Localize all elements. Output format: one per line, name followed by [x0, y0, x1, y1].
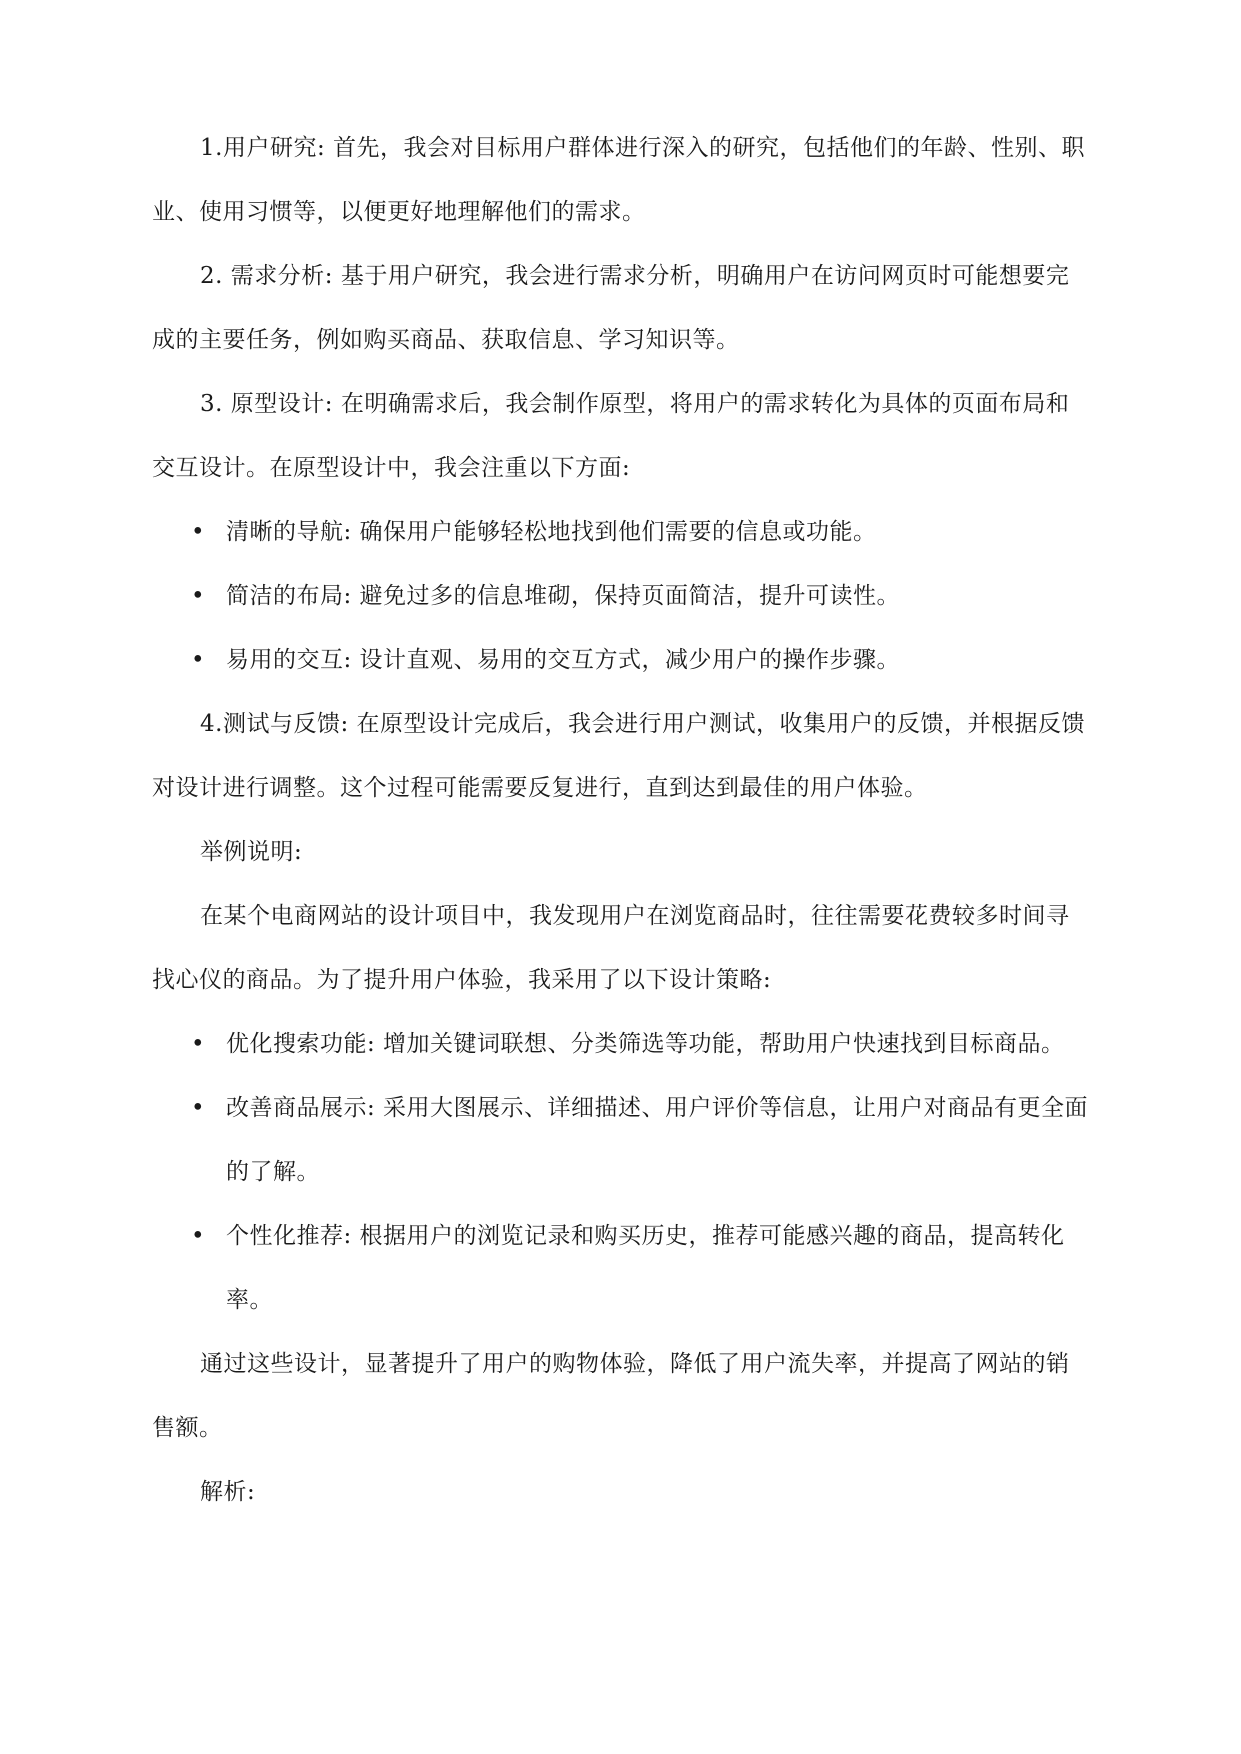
paragraph-user-research: 1.用户研究: 首先，我会对目标用户群体进行深入的研究，包括他们的年龄、性别、职业、使用习惯等，以便更好地理解他们的需求。 — [152, 135, 1086, 225]
list-item-strategy — [152, 1012, 1092, 1076]
paragraph-example-intro: 在某个电商网站的设计项目中，我发现用户在浏览商品时，往往需要花费较多时间寻找心仪的商品。为了提升用户体验，我采用了以下设计策略: — [152, 903, 1070, 993]
bullet-icon: • — [190, 519, 206, 545]
bullet-icon: • — [190, 583, 206, 609]
list-item-strategy — [152, 1204, 1092, 1332]
list-item-strategy — [152, 1076, 1092, 1204]
bullet-icon: • — [190, 647, 206, 673]
bullet-icon: • — [190, 1095, 206, 1121]
example-heading: 举例说明: — [200, 839, 303, 865]
list-item-text: 个性化推荐: 根据用户的浏览记录和购买历史，推荐可能感兴趣的商品，提高转化率。 — [226, 1223, 1065, 1313]
paragraph-conclusion: 通过这些设计，显著提升了用户的购物体验，降低了用户流失率，并提高了网站的销售额。 — [152, 1351, 1070, 1441]
list-item-design-point — [152, 628, 1092, 692]
list-item-text: 易用的交互: 设计直观、易用的交互方式，减少用户的操作步骤。 — [226, 647, 901, 673]
paragraph-prototype-design: 3. 原型设计: 在明确需求后，我会制作原型，将用户的需求转化为具体的页面布局和交互设计。在原型设计中，我会注重以下方面: — [152, 391, 1070, 481]
bullet-icon: • — [190, 1223, 206, 1249]
list-item-design-point — [152, 564, 1092, 628]
list-item-text: 改善商品展示: 采用大图展示、详细描述、用户评价等信息，让用户对商品有更全面的了解。 — [226, 1095, 1089, 1185]
paragraph-requirement-analysis: 2. 需求分析: 基于用户研究，我会进行需求分析，明确用户在访问网页时可能想要完成的主要任务，例如购买商品、获取信息、学习知识等。 — [152, 263, 1070, 353]
list-item-text: 清晰的导航: 确保用户能够轻松地找到他们需要的信息或功能。 — [226, 519, 877, 545]
list-item-design-point — [152, 500, 1092, 564]
paragraph-testing-feedback: 4.测试与反馈: 在原型设计完成后，我会进行用户测试，收集用户的反馈，并根据反馈对设计进行调整。这个过程可能需要反复进行，直到达到最佳的用户体验。 — [152, 711, 1086, 801]
bullet-icon: • — [190, 1031, 206, 1057]
list-item-text: 优化搜索功能: 增加关键词联想、分类筛选等功能，帮助用户快速找到目标商品。 — [226, 1031, 1065, 1057]
analysis-heading: 解析: — [200, 1479, 256, 1505]
list-item-text: 简洁的布局: 避免过多的信息堆砌，保持页面简洁，提升可读性。 — [226, 583, 901, 609]
